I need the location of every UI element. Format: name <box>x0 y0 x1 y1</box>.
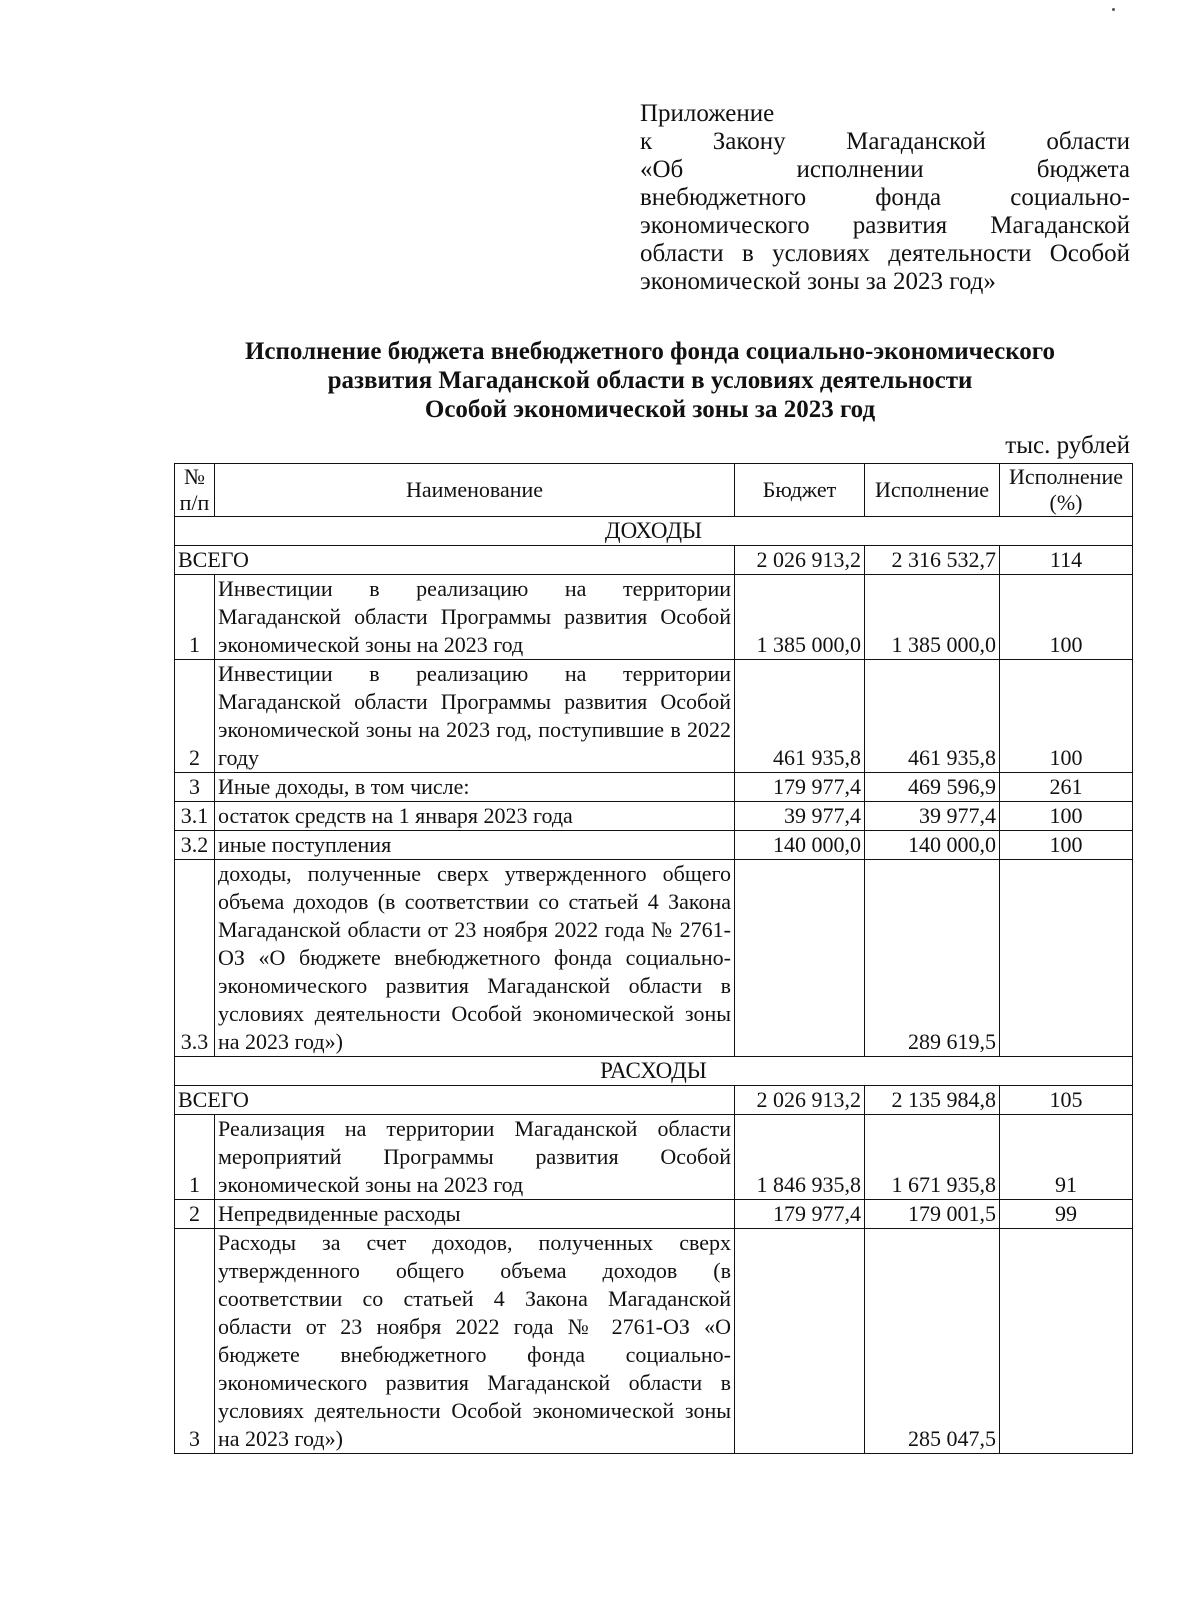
row-execution: 469 596,9 <box>865 773 1000 802</box>
row-execution: 461 935,8 <box>865 660 1000 773</box>
appendix-line: области в условиях деятельности Особой <box>640 240 1130 267</box>
row-percent: 100 <box>1000 831 1133 860</box>
section-title-expenses: РАСХОДЫ <box>175 1057 1133 1086</box>
row-percent: 91 <box>1000 1115 1133 1200</box>
appendix-line: «Об исполнении бюджета <box>640 156 1130 183</box>
row-percent <box>1000 860 1133 1057</box>
section-title-income: ДОХОДЫ <box>175 517 1133 546</box>
total-percent: 105 <box>1000 1086 1133 1115</box>
budget-table <box>174 463 1133 1454</box>
section-row <box>175 1057 1133 1086</box>
row-budget <box>735 860 865 1057</box>
appendix-line: внебюджетного фонда социально- <box>640 184 1130 211</box>
appendix-line: экономического развития Магаданской <box>640 212 1130 239</box>
row-execution: 179 001,5 <box>865 1200 1000 1229</box>
row-number: 3 <box>175 773 215 802</box>
row-number: 2 <box>175 660 215 773</box>
appendix-line: к Закону Магаданской области <box>640 128 1130 155</box>
title-line: развития Магаданской области в условиях деятельности <box>327 367 973 394</box>
row-name: Расходы за счет доходов, полученных сверх утвержденного общего объема доходов (в соответствии со статьей 4 Закона Магаданской области от 23 ноября 2022 года № 2761-ОЗ «О бюджете внебюджетного фонда социально-экономического развития Магаданской области в условиях деятельности Особой экономической зоны на 2023 год») <box>215 1229 735 1454</box>
row-number: 3.1 <box>175 802 215 831</box>
row-percent: 99 <box>1000 1200 1133 1229</box>
row-name: Непредвиденные расходы <box>215 1200 735 1229</box>
document-title <box>170 337 1130 424</box>
row-name: Реализация на территории Магаданской области мероприятий Программы развития Особой экономической зоны на 2023 год <box>215 1115 735 1200</box>
table-row <box>175 575 1133 660</box>
expenses-section <box>175 1057 1133 1454</box>
scan-artifact-dot <box>1112 8 1115 11</box>
row-percent: 100 <box>1000 802 1133 831</box>
total-label: ВСЕГО <box>175 1086 735 1115</box>
table-header <box>175 464 1133 517</box>
section-row <box>175 517 1133 546</box>
row-name: доходы, полученные сверх утвержденного общего объема доходов (в соответствии со статьей 4 Закона Магаданской области от 23 ноября 2022 года № 2761-ОЗ «О бюджете внебюджетного фонда социально-экономического развития Магаданской области в условиях деятельности Особой экономической зоны на 2023 год») <box>215 860 735 1057</box>
row-budget: 1 385 000,0 <box>735 575 865 660</box>
units-label: тыс. рублей <box>1005 432 1130 459</box>
row-budget: 39 977,4 <box>735 802 865 831</box>
row-name: Иные доходы, в том числе: <box>215 773 735 802</box>
total-label: ВСЕГО <box>175 546 735 575</box>
income-section <box>175 517 1133 1057</box>
appendix-line: экономической зоны за 2023 год» <box>640 268 996 295</box>
header-row <box>175 464 1133 517</box>
row-budget: 179 977,4 <box>735 773 865 802</box>
row-budget: 461 935,8 <box>735 660 865 773</box>
row-number: 3.2 <box>175 831 215 860</box>
row-budget: 1 846 935,8 <box>735 1115 865 1200</box>
row-number: 2 <box>175 1200 215 1229</box>
table-row <box>175 1200 1133 1229</box>
total-row <box>175 1086 1133 1115</box>
row-percent <box>1000 1229 1133 1454</box>
row-name: Инвестиции в реализацию на территории Магаданской области Программы развития Особой экономической зоны на 2023 год <box>215 575 735 660</box>
header-name: Наименование <box>215 464 735 517</box>
appendix-line: Приложение <box>640 100 775 127</box>
total-budget: 2 026 913,2 <box>735 1086 865 1115</box>
row-execution: 39 977,4 <box>865 802 1000 831</box>
header-budget: Бюджет <box>735 464 865 517</box>
total-row <box>175 546 1133 575</box>
row-budget <box>735 1229 865 1454</box>
appendix-note <box>640 100 1130 296</box>
row-execution: 1 385 000,0 <box>865 575 1000 660</box>
total-budget: 2 026 913,2 <box>735 546 865 575</box>
row-percent: 261 <box>1000 773 1133 802</box>
table-row <box>175 831 1133 860</box>
total-execution: 2 135 984,8 <box>865 1086 1000 1115</box>
header-percent: Исполнение (%) <box>1000 464 1133 517</box>
table-row <box>175 802 1133 831</box>
row-percent: 100 <box>1000 575 1133 660</box>
table-row <box>175 1115 1133 1200</box>
header-num: № п/п <box>175 464 215 517</box>
row-percent: 100 <box>1000 660 1133 773</box>
row-name: иные поступления <box>215 831 735 860</box>
table-row <box>175 773 1133 802</box>
row-number: 1 <box>175 1115 215 1200</box>
table-row <box>175 860 1133 1057</box>
row-number: 3 <box>175 1229 215 1454</box>
row-execution: 140 000,0 <box>865 831 1000 860</box>
title-line: Особой экономической зоны за 2023 год <box>424 396 876 423</box>
total-execution: 2 316 532,7 <box>865 546 1000 575</box>
row-budget: 179 977,4 <box>735 1200 865 1229</box>
table-row <box>175 660 1133 773</box>
row-execution: 285 047,5 <box>865 1229 1000 1454</box>
table-row <box>175 1229 1133 1454</box>
row-number: 1 <box>175 575 215 660</box>
header-execution: Исполнение <box>865 464 1000 517</box>
row-execution: 1 671 935,8 <box>865 1115 1000 1200</box>
row-name: Инвестиции в реализацию на территории Магаданской области Программы развития Особой экономической зоны на 2023 год, поступившие в 2022 году <box>215 660 735 773</box>
total-percent: 114 <box>1000 546 1133 575</box>
row-number: 3.3 <box>175 860 215 1057</box>
row-execution: 289 619,5 <box>865 860 1000 1057</box>
title-line: Исполнение бюджета внебюджетного фонда социально-экономического <box>244 338 1056 365</box>
row-name: остаток средств на 1 января 2023 года <box>215 802 735 831</box>
row-budget: 140 000,0 <box>735 831 865 860</box>
